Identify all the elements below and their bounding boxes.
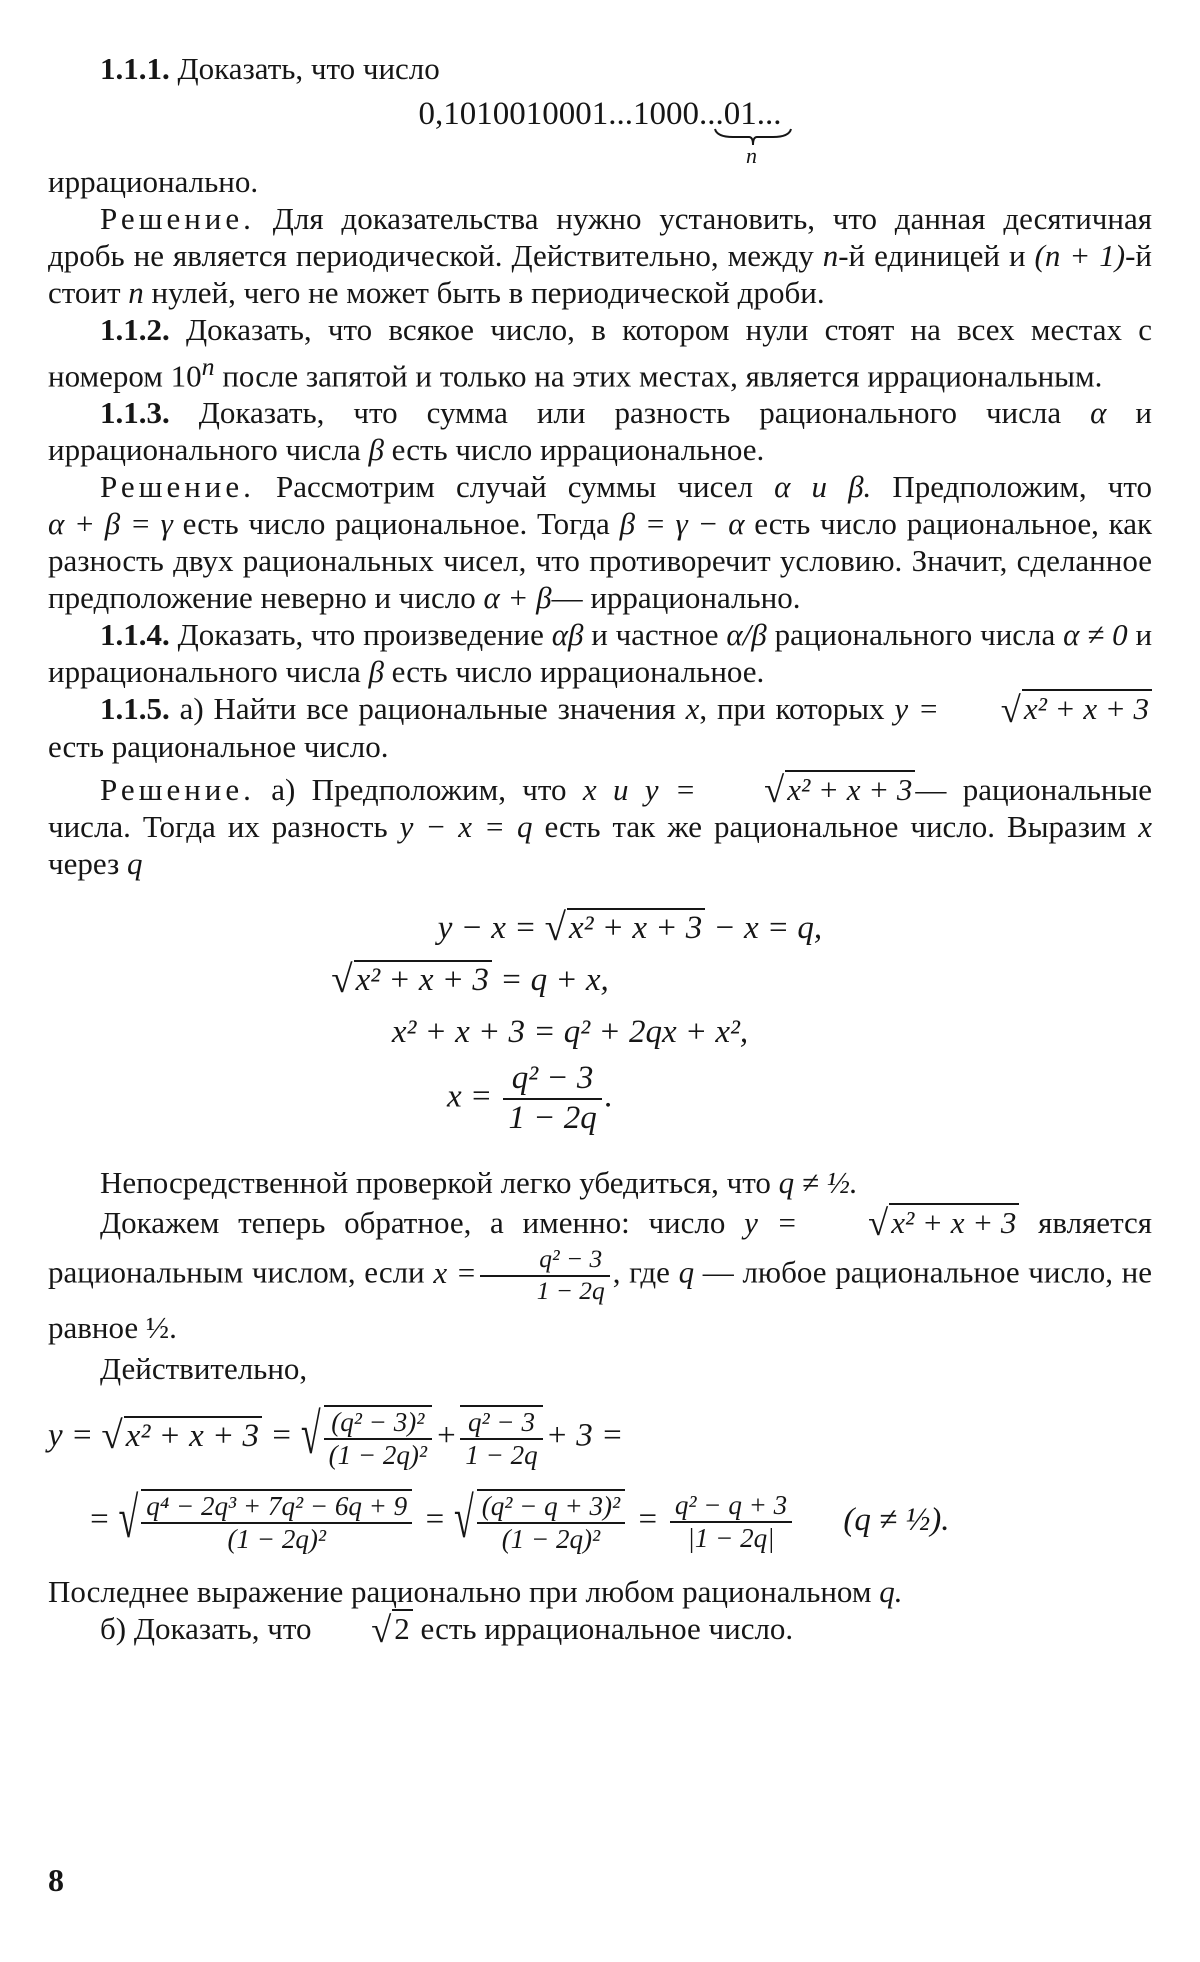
indeed-paragraph: Действительно, bbox=[100, 1350, 308, 1386]
problem-1-1-1-solution: Решение. Для доказательства нужно установить, что данная десятичная дробь не является периодической. Действительно, между n-й единицей и (n + 1)-й стоит n нулей, чего не может быть в периодической дроби. bbox=[48, 201, 1153, 310]
problem-1-1-5-solution: Решение. а) Предположим, что x и y = √x² + x + 3— рациональные числа. Тогда их разность y − x = q есть так же рациональное число. Выразим x через q bbox=[48, 768, 1153, 881]
problem-1-1-4-statement: 1.1.4. Доказать, что произведение αβ и частное α/β рационального числа α ≠ 0 и иррационального числа β есть число иррациональное. bbox=[48, 617, 1153, 690]
problem-1-1-3-statement: 1.1.3. Доказать, что сумма или разность рационального числа α и иррационального числа β есть число иррациональное. bbox=[48, 395, 1153, 468]
equation-block bbox=[48, 904, 1152, 1139]
closing-paragraph-2: б) Доказать, что √2 есть иррациональное число. bbox=[100, 1608, 794, 1650]
closing-paragraph-1: Последнее выражение рационально при любом рациональном q. bbox=[48, 1574, 903, 1610]
equation-line-2: √x² + x + 3 = q + x, bbox=[331, 958, 609, 1002]
equation-line-4: x = $\frac{\text{q² − 3}}{1 - 2q}$ . bbox=[447, 1060, 613, 1137]
decimal-number: 0,1010010001...1000...01... bbox=[418, 96, 782, 132]
problem-1-1-3-solution: Решение. Рассмотрим случай суммы чисел α и β. Предположим, что α + β = γ есть число рациональное. Тогда β = γ − α есть число рациональное, как разность двух рациональных чисел, что противоречит условию. Значит, сделанное предположение неверно и число α + β— иррационально. bbox=[48, 469, 1153, 616]
problem-1-1-5-statement: 1.1.5. а) Найти все рациональные значения x, при которых y = √x² + x + 3 есть рациональное число. bbox=[48, 690, 1152, 764]
radical-expression: y = √x² + x + 3 bbox=[894, 691, 1152, 726]
final-equation-line-2: = √ $\frac{\text{q⁴ − 2q³ + 7q² − 6q + 9}}{\text{(1 − 2q)²}}$ = √ $\frac{\text{(q² − q + 3)²}}{\text{(1 − 2q)²}}$ = $\frac{\text{q² − q + 3}}{|1 - 2q|}$ (q ≠ ½). bbox=[88, 1485, 950, 1555]
equation-line-1: y − x = √x² + x + 3 − x = q, bbox=[437, 906, 823, 950]
page-number: 8 bbox=[48, 1862, 64, 1898]
equation-line-3: x² + x + 3 = q² + 2qx + x², bbox=[391, 1014, 749, 1051]
problem-1-1-1-statement: 1.1.1. Доказать, что число bbox=[100, 51, 440, 86]
check-paragraph: Непосредственной проверкой легко убедиться, что q ≠ ½. bbox=[100, 1165, 858, 1201]
problem-1-1-2-statement: 1.1.2. Доказать, что всякое число, в котором нули стоят на всех местах с номером 10$^n$ после запятой и только на этих местах, является иррациональным. bbox=[48, 312, 1152, 394]
final-equation-line-1: y = √x² + x + 3 = √ $\frac{\text{(q² − 3)²}}{\text{(1 − 2q)²}}$ + $\frac{\text{q² − 3}}{1 - 2q}$ + 3 = bbox=[48, 1401, 624, 1470]
underbrace: n bbox=[48, 133, 1152, 163]
problem-1-1-1-after: иррационально. bbox=[48, 164, 259, 199]
converse-paragraph: Докажем теперь обратное, а именно: число y = √x² + x + 3 является рациональным числом, если x = $\frac{\text{q² − 3}}{1 - 2q}$ , где q — любое рациональное число, не равное ½. bbox=[48, 1202, 1153, 1345]
